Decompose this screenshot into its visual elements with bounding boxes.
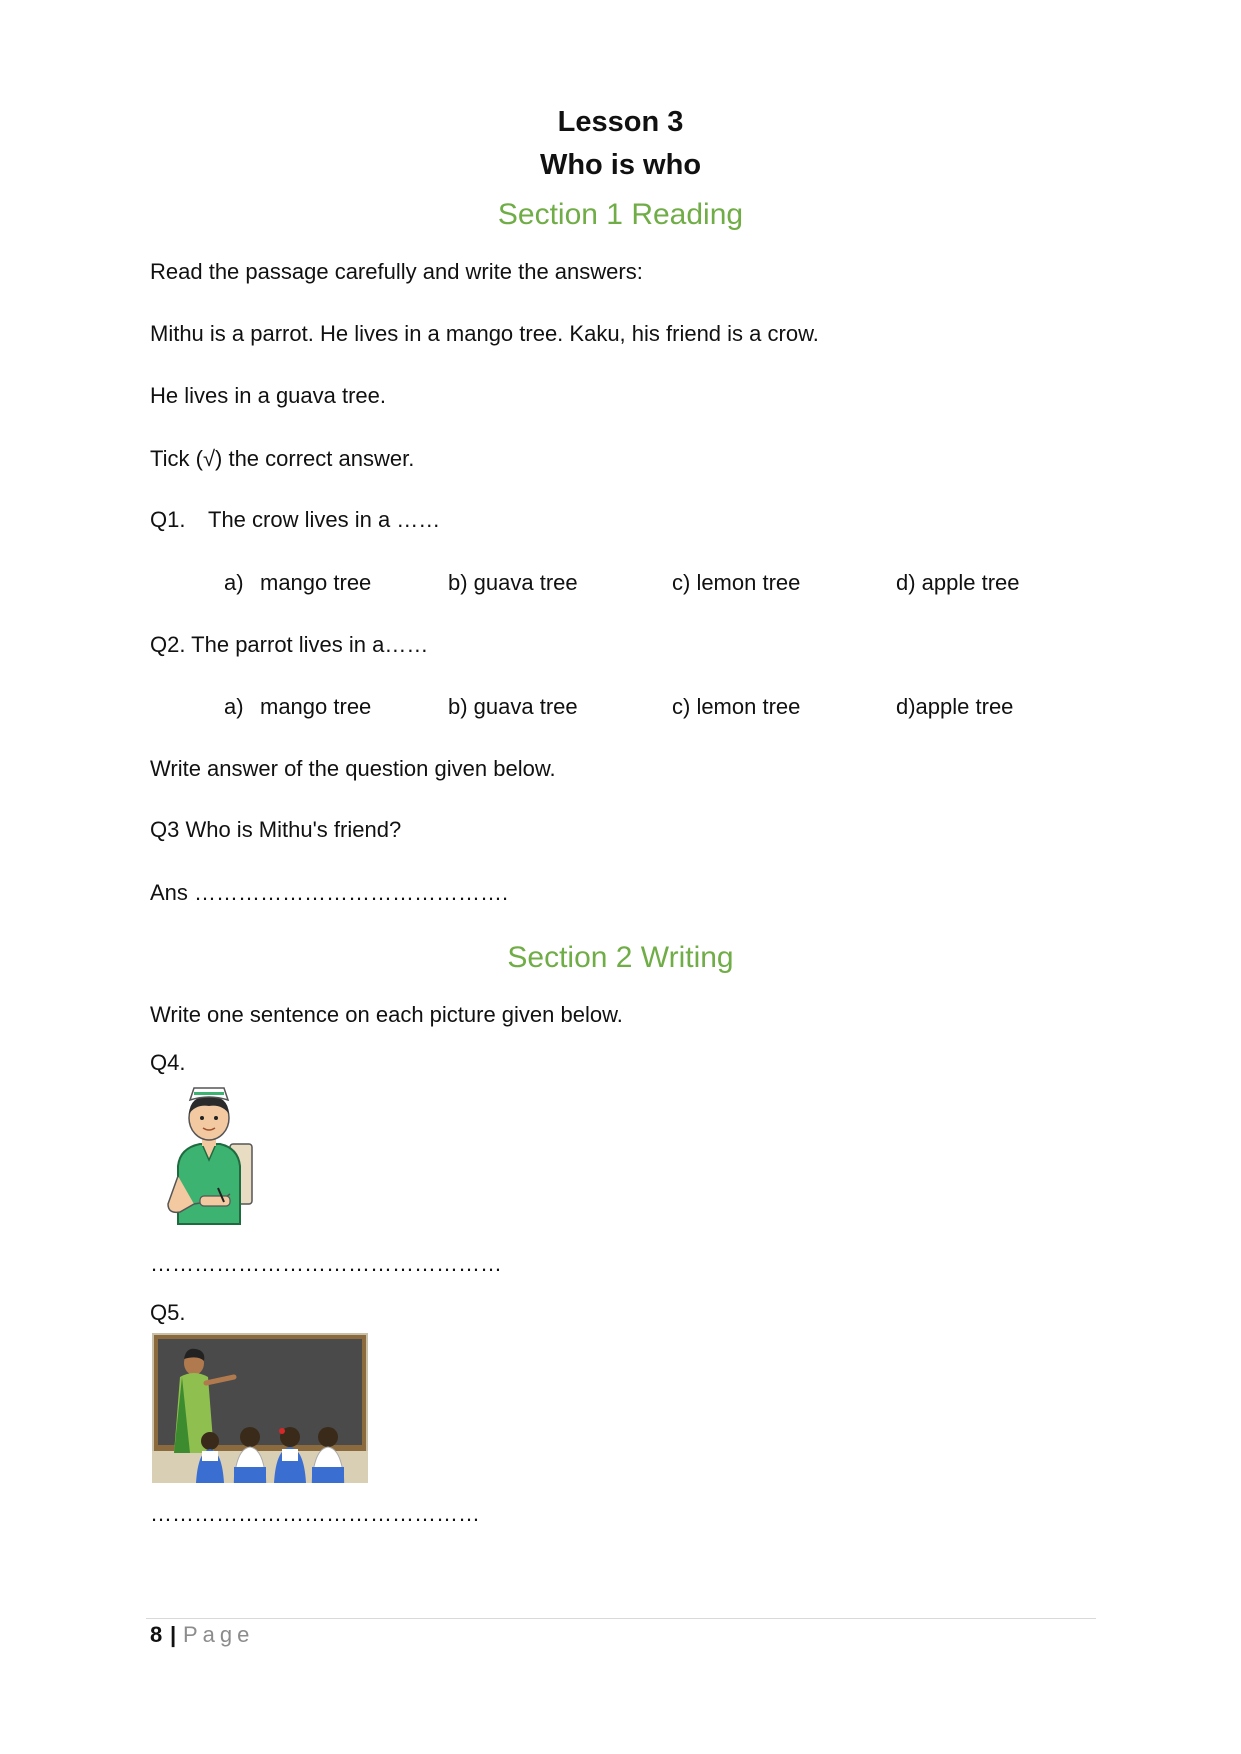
q2-option-a-marker: a) — [224, 694, 244, 719]
lesson-title: Who is who — [539, 149, 702, 181]
section-2-heading: Section 2 Writing — [507, 941, 734, 974]
q1-option-a-marker: a) — [224, 570, 244, 595]
q2-option-b[interactable]: b) guava tree — [448, 694, 578, 719]
q1-text: The crow lives in a …… — [208, 507, 441, 532]
q2-text: Q2. The parrot lives in a…… — [150, 632, 429, 657]
q5-answer-line[interactable]: ……………………………………… — [150, 1501, 480, 1526]
writing-instruction: Write one sentence on each picture given below. — [150, 1002, 623, 1027]
q2-option-a[interactable]: mango tree — [260, 694, 372, 719]
q1-option-b[interactable]: b) guava tree — [448, 570, 578, 595]
passage-line-2: He lives in a guava tree. — [150, 383, 387, 408]
footer-divider — [146, 1618, 1096, 1619]
section-1-heading: Section 1 Reading — [497, 198, 744, 231]
classroom-picture — [152, 1333, 368, 1483]
q1-option-a[interactable]: mango tree — [260, 570, 372, 595]
lesson-number: Lesson 3 — [557, 106, 684, 138]
q2-option-c[interactable]: c) lemon tree — [672, 694, 801, 719]
write-instruction: Write answer of the question given below. — [150, 756, 556, 781]
q4-answer-line[interactable]: ………………………………………… — [150, 1251, 502, 1276]
nurse-picture — [160, 1084, 260, 1229]
q4-label: Q4. — [150, 1050, 186, 1075]
q1-label: Q1. — [150, 507, 186, 532]
passage-line-1: Mithu is a parrot. He lives in a mango tree. Kaku, his friend is a crow. — [150, 321, 819, 346]
q1-option-c[interactable]: c) lemon tree — [672, 570, 801, 595]
q3-text: Q3 Who is Mithu's friend? — [150, 817, 402, 842]
q3-answer-line[interactable]: Ans ……………………………………. — [150, 880, 509, 905]
footer-separator: | — [170, 1622, 177, 1647]
page-label: Page — [183, 1622, 255, 1647]
tick-instruction: Tick (√) the correct answer. — [150, 446, 415, 471]
q1-option-d[interactable]: d) apple tree — [896, 570, 1020, 595]
q5-label: Q5. — [150, 1300, 186, 1325]
q2-option-d[interactable]: d)apple tree — [896, 694, 1014, 719]
page-number: 8 — [150, 1622, 163, 1647]
reading-instruction: Read the passage carefully and write the answers: — [150, 259, 643, 284]
